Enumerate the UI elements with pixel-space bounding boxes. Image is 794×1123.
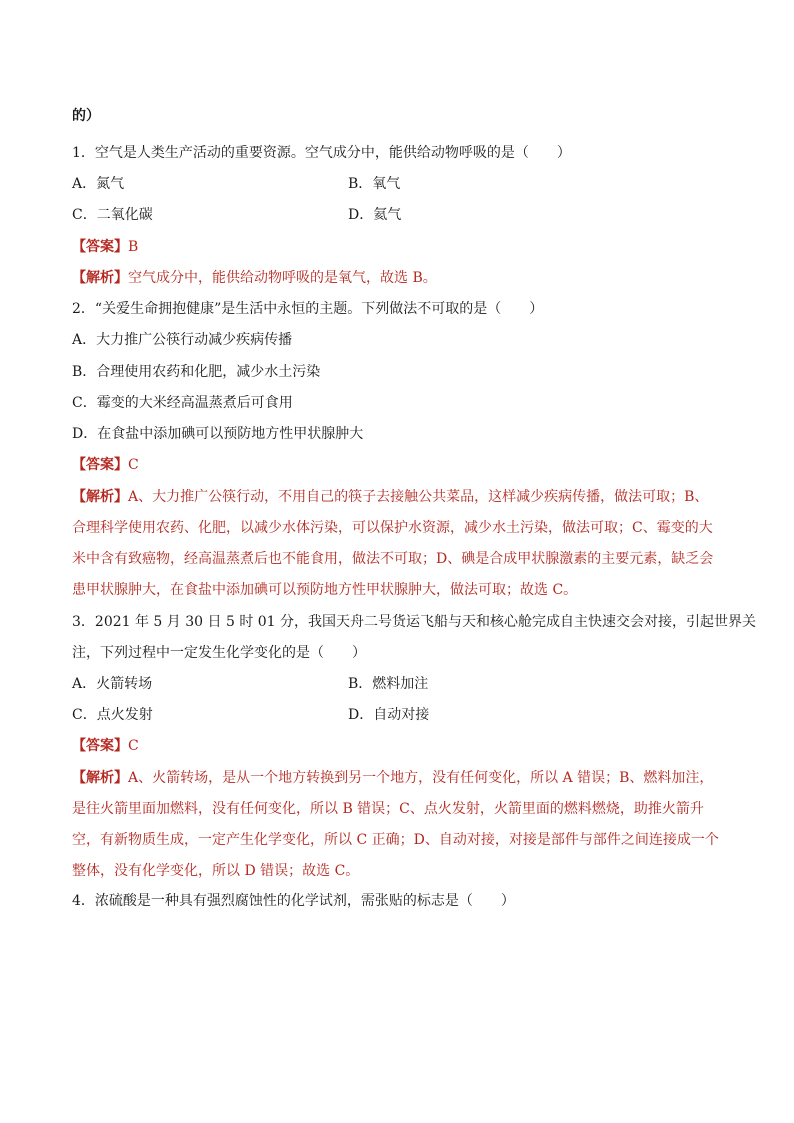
question-2-option-a: A．大力推广公筷行动减少疾病传播 bbox=[72, 332, 293, 348]
question-2-option-c: C．霉变的大米经高温蒸煮后可食用 bbox=[72, 395, 293, 411]
question-1-option-d: D．氦气 bbox=[348, 207, 402, 223]
answer-tag: 【答案】 bbox=[72, 738, 128, 754]
question-1-stem: 1．空气是人类生产活动的重要资源。空气成分中，能供给动物呼吸的是（ ） bbox=[72, 145, 571, 161]
answer-tag: 【答案】 bbox=[72, 457, 128, 473]
question-3-analysis bbox=[72, 763, 722, 887]
answer-value: C bbox=[128, 738, 139, 754]
question-2-stem: 2．“关爱生命拥抱健康”是生活中永恒的主题。下列做法不可取的是（ ） bbox=[72, 301, 544, 317]
question-2-option-d: D．在食盐中添加碘可以预防地方性甲状腺肿大 bbox=[72, 426, 364, 442]
analysis-tag: 【解析】 bbox=[72, 270, 128, 286]
question-2-option-b: B．合理使用农药和化肥，减少水土污染 bbox=[72, 364, 321, 380]
question-2-analysis bbox=[72, 482, 722, 606]
question-1-answer bbox=[72, 237, 138, 257]
analysis-text: A、火箭转场，是从一个地方转换到另一个地方，没有任何变化，所以 A 错误；B、燃料加注，是往火箭里面加燃料，没有任何变化，所以 B 错误；C、点火发射，火箭里面的燃料燃烧，助推火箭升空，有新物质生成，一定产生化学变化，所以 C 正确；D、自动对接，对接是部件与部件之间连接成一个整体，没有化学变化，所以 D 错误；故选 C。 bbox=[72, 770, 719, 879]
question-2-answer bbox=[72, 455, 139, 475]
question-4-stem: 4．浓硫酸是一种具有强烈腐蚀性的化学试剂，需张贴的标志是（ ） bbox=[72, 893, 515, 909]
answer-value: C bbox=[128, 457, 139, 473]
question-1-option-a: A．氮气 bbox=[72, 176, 125, 192]
question-1-option-c: C．二氧化碳 bbox=[72, 207, 153, 223]
question-1-analysis bbox=[72, 268, 437, 288]
analysis-text: 空气成分中，能供给动物呼吸的是氧气，故选 B。 bbox=[128, 270, 437, 286]
question-3-stem-line-1: 3．2021 年 5 月 30 日 5 时 01 分，我国天舟二号货运飞船与天和核心舱完成自主快速交会对接，引起世界关 bbox=[72, 614, 757, 630]
answer-value: B bbox=[128, 239, 139, 255]
analysis-tag: 【解析】 bbox=[72, 489, 128, 505]
analysis-tag: 【解析】 bbox=[72, 770, 128, 786]
header-fragment: 的） bbox=[72, 108, 100, 124]
answer-tag: 【答案】 bbox=[72, 239, 128, 255]
question-3-answer bbox=[72, 736, 139, 756]
analysis-text: A、大力推广公筷行动，不用自己的筷子去接触公共菜品，这样减少疾病传播，做法可取；B、合理科学使用农药、化肥，以减少水体污染，可以保护水资源，减少水土污染，做法可取；C、霉变的大米中含有致癌物，经高温蒸煮后也不能食用，做法不可取；D、碘是合成甲状腺激素的主要元素，缺乏会患甲状腺肿大，在食盐中添加碘可以预防地方性甲状腺肿大，做法可取；故选 C。 bbox=[72, 489, 714, 598]
question-3-stem-line-2: 注，下列过程中一定发生化学变化的是（ ） bbox=[72, 645, 366, 661]
question-1-option-b: B．氧气 bbox=[348, 176, 401, 192]
question-3-option-b: B．燃料加注 bbox=[348, 676, 429, 692]
question-3-option-d: D．自动对接 bbox=[348, 707, 430, 723]
question-3-option-c: C．点火发射 bbox=[72, 707, 153, 723]
question-3-option-a: A．火箭转场 bbox=[72, 676, 153, 692]
